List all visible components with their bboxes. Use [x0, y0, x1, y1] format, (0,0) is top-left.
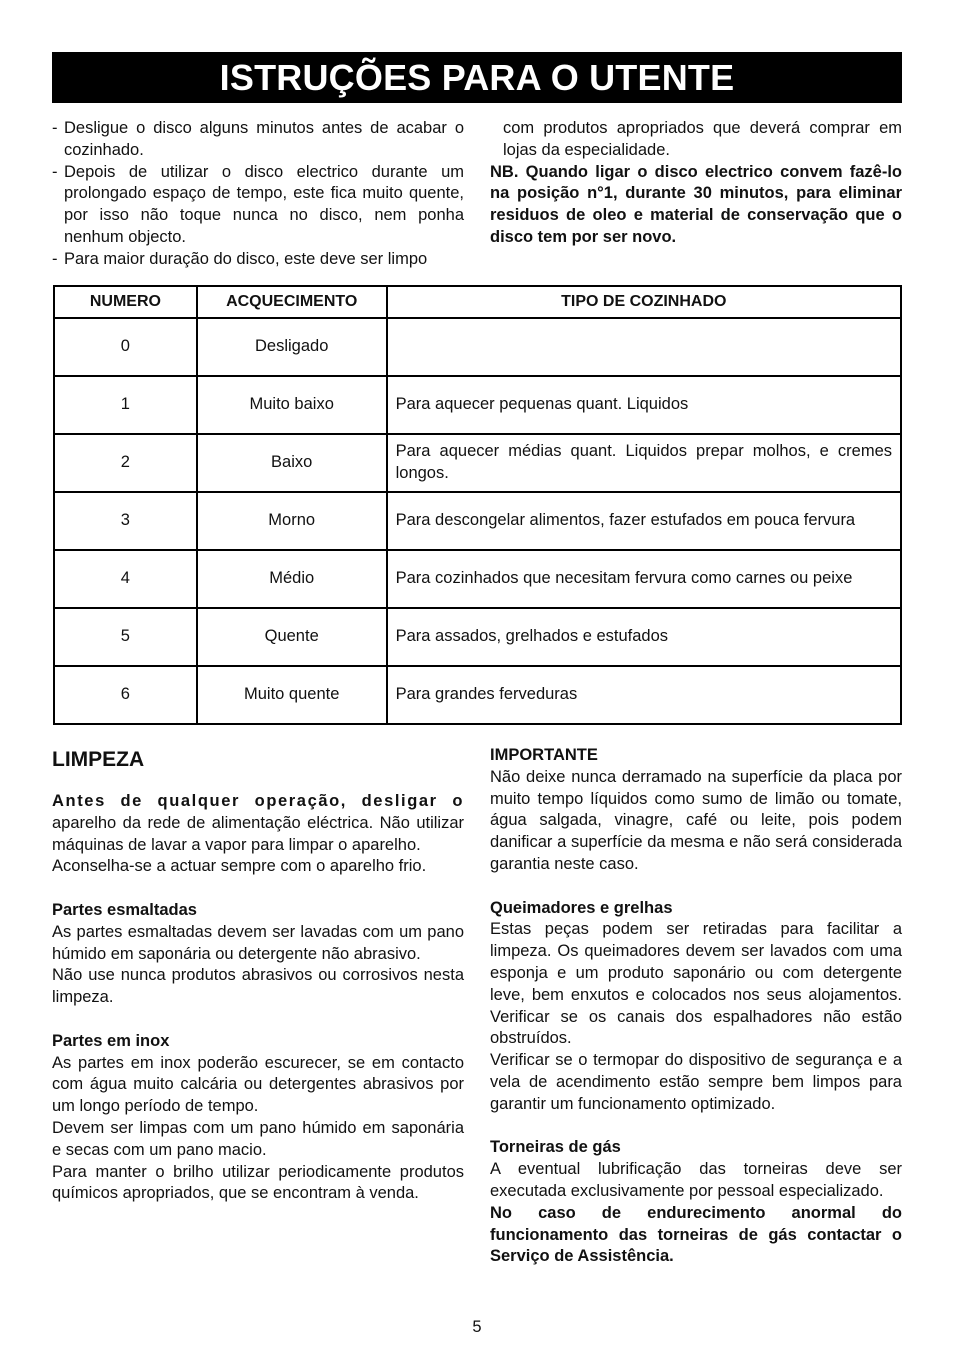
table-row — [54, 608, 901, 666]
subheading-queimadores: Queimadores e grelhas — [490, 898, 673, 917]
column-header-numero: NUMERO — [54, 286, 197, 318]
intro-left-column — [52, 118, 464, 271]
intro-item-text: Depois de utilizar o disco electrico durante um prolongado espaço de tempo, este fica muito quente, por isso não toque nunca no disco, nem ponha nenhum objecto. — [64, 162, 464, 246]
right-column — [490, 745, 902, 1268]
cell-acquecimento: Morno — [197, 492, 387, 550]
cell-tipo — [387, 318, 901, 376]
intro-right-column — [490, 118, 902, 249]
cell-tipo: Para aquecer médias quant. Liquidos prepar molhos, e cremes longos. — [387, 434, 901, 492]
bullet-dash: - — [52, 162, 58, 181]
limpeza-intro-2: Aconselha-se a actuar sempre com o aparelho frio. — [52, 857, 427, 876]
intro-continuation: com produtos apropriados que deverá comprar em lojas da especialidade. — [503, 119, 902, 159]
importante-text: Não deixe nunca derramado na superfície da placa por muito tempo líquidos como sumo de limão ou tomate, água salgada, vinagre, café ou leite, pois podem danificar a superfície da mesma e não será considerada garantia neste caso. — [490, 767, 902, 873]
list-item — [52, 249, 464, 271]
table-row — [54, 666, 901, 724]
limpeza-intro — [52, 791, 464, 856]
cell-numero: 3 — [54, 492, 197, 550]
limpeza-column — [52, 745, 464, 1205]
subheading-torneiras: Torneiras de gás — [490, 1138, 621, 1157]
cell-acquecimento: Muito quente — [197, 666, 387, 724]
cell-acquecimento: Baixo — [197, 434, 387, 492]
esmaltadas-text-2: Não use nunca produtos abrasivos ou corrosivos nesta limpeza. — [52, 966, 464, 1007]
table-header-row — [54, 286, 901, 318]
table-row — [54, 318, 901, 376]
cell-numero: 4 — [54, 550, 197, 608]
cell-tipo: Para assados, grelhados e estufados — [387, 608, 901, 666]
column-header-acquecimento: ACQUECIMENTO — [197, 286, 387, 318]
cell-tipo: Para cozinhados que necesitam fervura como carnes ou peixe — [387, 550, 901, 608]
table-row — [54, 376, 901, 434]
esmaltadas-text-1: As partes esmaltadas devem ser lavadas com um pano húmido em saponária ou detergente não abrasivo. — [52, 922, 464, 963]
column-header-tipo: TIPO DE COZINHADO — [387, 286, 901, 318]
nb-note: NB. Quando ligar o disco electrico convem fazê-lo na posição n°1, durante 30 minutos, para eliminar residuos de oleo e material de conservação que o disco tem por ser novo. — [490, 162, 902, 246]
table-row — [54, 434, 901, 492]
torneiras-text-1: A eventual lubrificação das torneiras deve ser executada exclusivamente por pessoal especializado. — [490, 1160, 902, 1200]
page-title: ISTRUÇÕES PARA O UTENTE — [52, 52, 902, 103]
cell-acquecimento: Quente — [197, 608, 387, 666]
cell-acquecimento: Desligado — [197, 318, 387, 376]
cell-numero: 6 — [54, 666, 197, 724]
section-title-limpeza: LIMPEZA — [52, 748, 145, 771]
list-item — [52, 118, 464, 162]
intro-item-text: Para maior duração do disco, este deve ser limpo — [64, 249, 428, 268]
inox-text-3: Para manter o brilho utilizar periodicamente produtos químicos apropriados, que se encontram à venda. — [52, 1162, 464, 1203]
cell-numero: 1 — [54, 376, 197, 434]
intro-item-text: Desligue o disco alguns minutos antes de acabar o cozinhado. — [64, 119, 464, 159]
cell-tipo: Para grandes ferveduras — [387, 666, 901, 724]
subheading-inox: Partes em inox — [52, 1031, 170, 1050]
cell-acquecimento: Muito baixo — [197, 376, 387, 434]
list-item — [52, 162, 464, 249]
torneiras-text-2: No caso de endurecimento anormal do funcionamento das torneiras de gás contactar o Serviço de Assistência. — [490, 1203, 902, 1266]
limpeza-intro-bold: Antes de qualquer operação, desligar o — [52, 792, 464, 810]
table-row — [54, 492, 901, 550]
inox-text-2: Devem ser limpas com um pano húmido em saponária e secas com um pano macio. — [52, 1118, 464, 1159]
heating-table — [53, 285, 902, 725]
cell-numero: 5 — [54, 608, 197, 666]
cell-tipo: Para descongelar alimentos, fazer estufados em pouca fervura — [387, 492, 901, 550]
queimadores-text-1: Estas peças podem ser retiradas para facilitar a limpeza. Os queimadores devem ser lavados com uma esponja e um produto saponário ou com detergente leve, bem enxutos e colocados nos seus alojamentos. Verificar se os canais dos espalhadores não estão obstruídos. — [490, 920, 902, 1048]
cell-tipo: Para aquecer pequenas quant. Liquidos — [387, 376, 901, 434]
page-number: 5 — [472, 1318, 482, 1336]
cell-numero: 2 — [54, 434, 197, 492]
subheading-esmaltadas: Partes esmaltadas — [52, 900, 197, 919]
queimadores-text-2: Verificar se o termopar do dispositivo de segurança e a vela de acendimento estão sempre bem limpos para garantir um funcionamento optimizado. — [490, 1051, 902, 1113]
cell-acquecimento: Médio — [197, 550, 387, 608]
table-row — [54, 550, 901, 608]
inox-text-1: As partes em inox poderão escurecer, se em contacto com água muito calcária ou detergentes abrasivos por um longo período de tempo. — [52, 1053, 464, 1116]
limpeza-intro-rest: aparelho da rede de alimentação eléctrica. Não utilizar máquinas de lavar a vapor para limpar o aparelho. — [52, 813, 464, 854]
bullet-dash: - — [52, 249, 58, 268]
cell-numero: 0 — [54, 318, 197, 376]
subheading-importante: IMPORTANTE — [490, 746, 598, 764]
bullet-dash: - — [52, 119, 58, 137]
